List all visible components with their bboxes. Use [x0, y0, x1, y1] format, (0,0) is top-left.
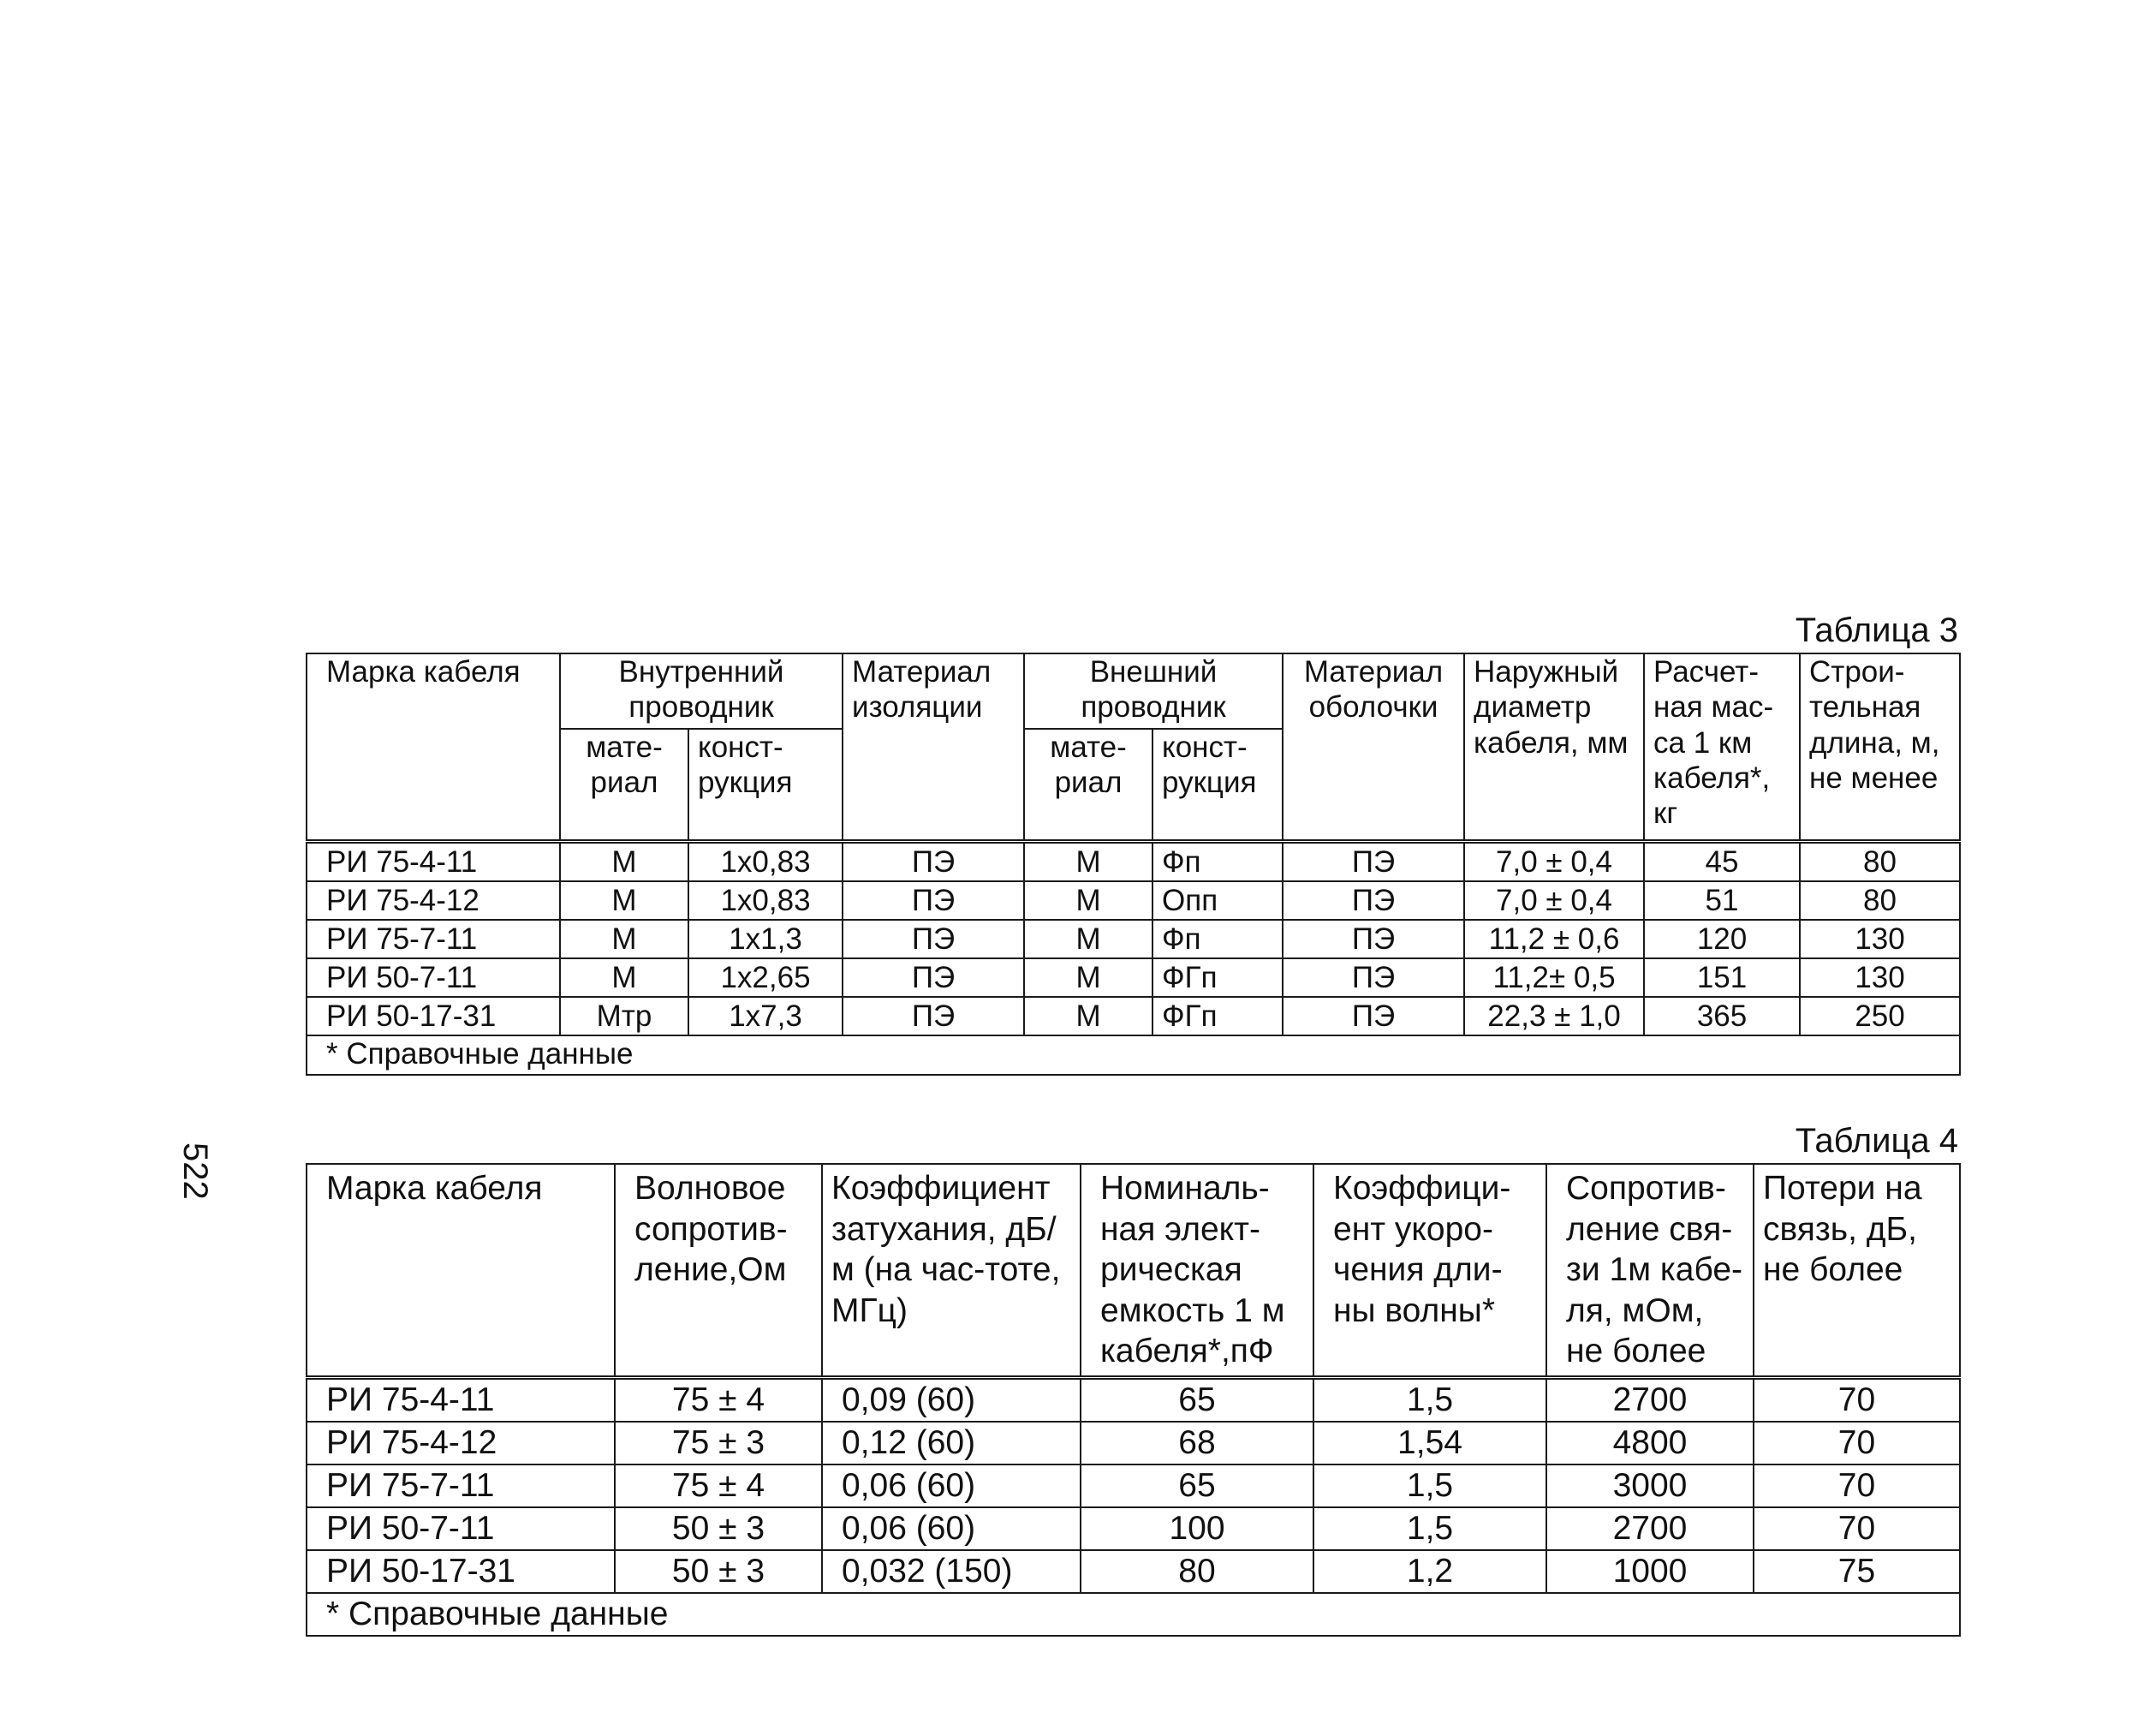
cell-cable: РИ 75-4-12 [307, 1422, 615, 1464]
cell-cable: РИ 75-4-12 [307, 881, 560, 920]
cell-coupling: 2700 [1546, 1507, 1754, 1550]
header-outer-material: мате-риал [1024, 729, 1152, 842]
cell-inner-construction: 1х2,65 [688, 958, 843, 997]
table-row [307, 920, 1960, 958]
cell-coupling: 4800 [1546, 1422, 1754, 1464]
header-mass: Расчет-ная мас-са 1 км кабеля*, кг [1644, 653, 1800, 842]
cell-inner-material: М [560, 920, 688, 958]
cell-loss: 70 [1754, 1378, 1960, 1423]
cell-insulation: ПЭ [843, 920, 1024, 958]
cell-outer-material: М [1024, 920, 1152, 958]
cell-outer-construction: Фп [1152, 842, 1283, 882]
header-inner-construction: конст-рукция [688, 729, 843, 842]
table-3-footnote: * Справочные данные [307, 1035, 1960, 1075]
header-sheath-material: Материал оболочки [1283, 653, 1464, 842]
header-attenuation: Коэффициент затухания, дБ/м (на час-тоте, МГц) [822, 1164, 1081, 1378]
table-4-footnote: * Справочные данные [307, 1593, 1960, 1636]
cell-cable: РИ 75-4-11 [307, 1378, 615, 1423]
header-shortening: Коэффици-ент укоро-чения дли-ны волны* [1313, 1164, 1546, 1378]
cell-capacitance: 100 [1081, 1507, 1313, 1550]
cell-capacitance: 65 [1081, 1464, 1313, 1507]
table-row [307, 997, 1960, 1035]
cell-insulation: ПЭ [843, 881, 1024, 920]
cell-impedance: 75 ± 4 [615, 1378, 822, 1423]
cell-impedance: 75 ± 3 [615, 1422, 822, 1464]
header-outer-construction: конст-рукция [1152, 729, 1283, 842]
table-row [307, 1464, 1960, 1507]
header-coupling: Сопротив-ление свя-зи 1м кабе-ля, мОм, не более [1546, 1164, 1754, 1378]
cell-diameter: 22,3 ± 1,0 [1464, 997, 1644, 1035]
cell-length: 130 [1800, 920, 1960, 958]
cell-insulation: ПЭ [843, 958, 1024, 997]
cell-loss: 75 [1754, 1550, 1960, 1593]
cell-diameter: 7,0 ± 0,4 [1464, 881, 1644, 920]
cell-diameter: 11,2± 0,5 [1464, 958, 1644, 997]
header-cable: Марка кабеля [307, 1164, 615, 1378]
cell-outer-construction: Фп [1152, 920, 1283, 958]
cell-capacitance: 65 [1081, 1378, 1313, 1423]
cell-length: 80 [1800, 842, 1960, 882]
cell-shortening: 1,2 [1313, 1550, 1546, 1593]
header-cable: Марка кабеля [307, 653, 560, 842]
cell-attenuation: 0,06 (60) [822, 1464, 1081, 1507]
cell-inner-construction: 1х1,3 [688, 920, 843, 958]
cell-inner-construction: 1х0,83 [688, 842, 843, 882]
cell-cable: РИ 75-7-11 [307, 1464, 615, 1507]
cell-length: 130 [1800, 958, 1960, 997]
page-number: 522 [176, 1142, 214, 1200]
cell-inner-construction: 1х0,83 [688, 881, 843, 920]
cell-mass: 45 [1644, 842, 1800, 882]
cell-outer-material: М [1024, 997, 1152, 1035]
cell-cable: РИ 75-4-11 [307, 842, 560, 882]
cell-sheath: ПЭ [1283, 920, 1464, 958]
cell-outer-construction: Опп [1152, 881, 1283, 920]
cell-cable: РИ 50-7-11 [307, 958, 560, 997]
cell-diameter: 11,2 ± 0,6 [1464, 920, 1644, 958]
cell-shortening: 1,5 [1313, 1507, 1546, 1550]
cell-inner-material: М [560, 842, 688, 882]
cell-capacitance: 80 [1081, 1550, 1313, 1593]
table-row [307, 1422, 1960, 1464]
cell-cable: РИ 50-17-31 [307, 1550, 615, 1593]
table-row [307, 958, 1960, 997]
cell-coupling: 1000 [1546, 1550, 1754, 1593]
cell-inner-material: М [560, 881, 688, 920]
cell-coupling: 3000 [1546, 1464, 1754, 1507]
header-outer-diameter: Наружный диаметр кабеля, мм [1464, 653, 1644, 842]
table-3-caption: Таблица 3 [1795, 611, 1958, 649]
cell-mass: 151 [1644, 958, 1800, 997]
cell-shortening: 1,5 [1313, 1378, 1546, 1423]
cell-impedance: 75 ± 4 [615, 1464, 822, 1507]
cell-mass: 120 [1644, 920, 1800, 958]
cell-cable: РИ 75-7-11 [307, 920, 560, 958]
table-row [307, 1507, 1960, 1550]
cell-impedance: 50 ± 3 [615, 1550, 822, 1593]
cell-loss: 70 [1754, 1507, 1960, 1550]
cell-outer-material: М [1024, 842, 1152, 882]
header-capacitance: Номиналь-ная элект-рическая емкость 1 м кабеля*,пФ [1081, 1164, 1313, 1378]
cell-inner-construction: 1х7,3 [688, 997, 843, 1035]
cell-coupling: 2700 [1546, 1378, 1754, 1423]
cell-attenuation: 0,12 (60) [822, 1422, 1081, 1464]
cell-capacitance: 68 [1081, 1422, 1313, 1464]
header-inner-material: мате-риал [560, 729, 688, 842]
header-length: Строи-тельная длина, м, не менее [1800, 653, 1960, 842]
cell-loss: 70 [1754, 1464, 1960, 1507]
cell-attenuation: 0,09 (60) [822, 1378, 1081, 1423]
header-outer-conductor: Внешний проводник [1024, 653, 1283, 729]
header-insulation-material: Материал изоляции [843, 653, 1024, 842]
cell-diameter: 7,0 ± 0,4 [1464, 842, 1644, 882]
cell-cable: РИ 50-7-11 [307, 1507, 615, 1550]
cell-insulation: ПЭ [843, 997, 1024, 1035]
table-row [307, 1550, 1960, 1593]
cell-insulation: ПЭ [843, 842, 1024, 882]
cell-mass: 51 [1644, 881, 1800, 920]
cell-length: 80 [1800, 881, 1960, 920]
cell-loss: 70 [1754, 1422, 1960, 1464]
cell-length: 250 [1800, 997, 1960, 1035]
header-impedance: Волновое сопротив-ление,Ом [615, 1164, 822, 1378]
cell-cable: РИ 50-17-31 [307, 997, 560, 1035]
cell-inner-material: Мтр [560, 997, 688, 1035]
cell-outer-material: М [1024, 881, 1152, 920]
cell-outer-material: М [1024, 958, 1152, 997]
cell-mass: 365 [1644, 997, 1800, 1035]
cell-shortening: 1,5 [1313, 1464, 1546, 1507]
header-inner-conductor: Внутренний проводник [560, 653, 843, 729]
cell-sheath: ПЭ [1283, 842, 1464, 882]
cell-sheath: ПЭ [1283, 997, 1464, 1035]
cell-sheath: ПЭ [1283, 881, 1464, 920]
cell-attenuation: 0,06 (60) [822, 1507, 1081, 1550]
table-4-caption: Таблица 4 [1795, 1122, 1958, 1160]
table-row [307, 881, 1960, 920]
table-row [307, 842, 1960, 882]
table-row [307, 1378, 1960, 1423]
table-3 [306, 653, 1961, 1076]
table-4 [306, 1163, 1961, 1637]
cell-sheath: ПЭ [1283, 958, 1464, 997]
cell-outer-construction: ФГп [1152, 958, 1283, 997]
cell-inner-material: М [560, 958, 688, 997]
cell-shortening: 1,54 [1313, 1422, 1546, 1464]
cell-outer-construction: ФГп [1152, 997, 1283, 1035]
header-loss: Потери на связь, дБ, не более [1754, 1164, 1960, 1378]
cell-attenuation: 0,032 (150) [822, 1550, 1081, 1593]
cell-impedance: 50 ± 3 [615, 1507, 822, 1550]
